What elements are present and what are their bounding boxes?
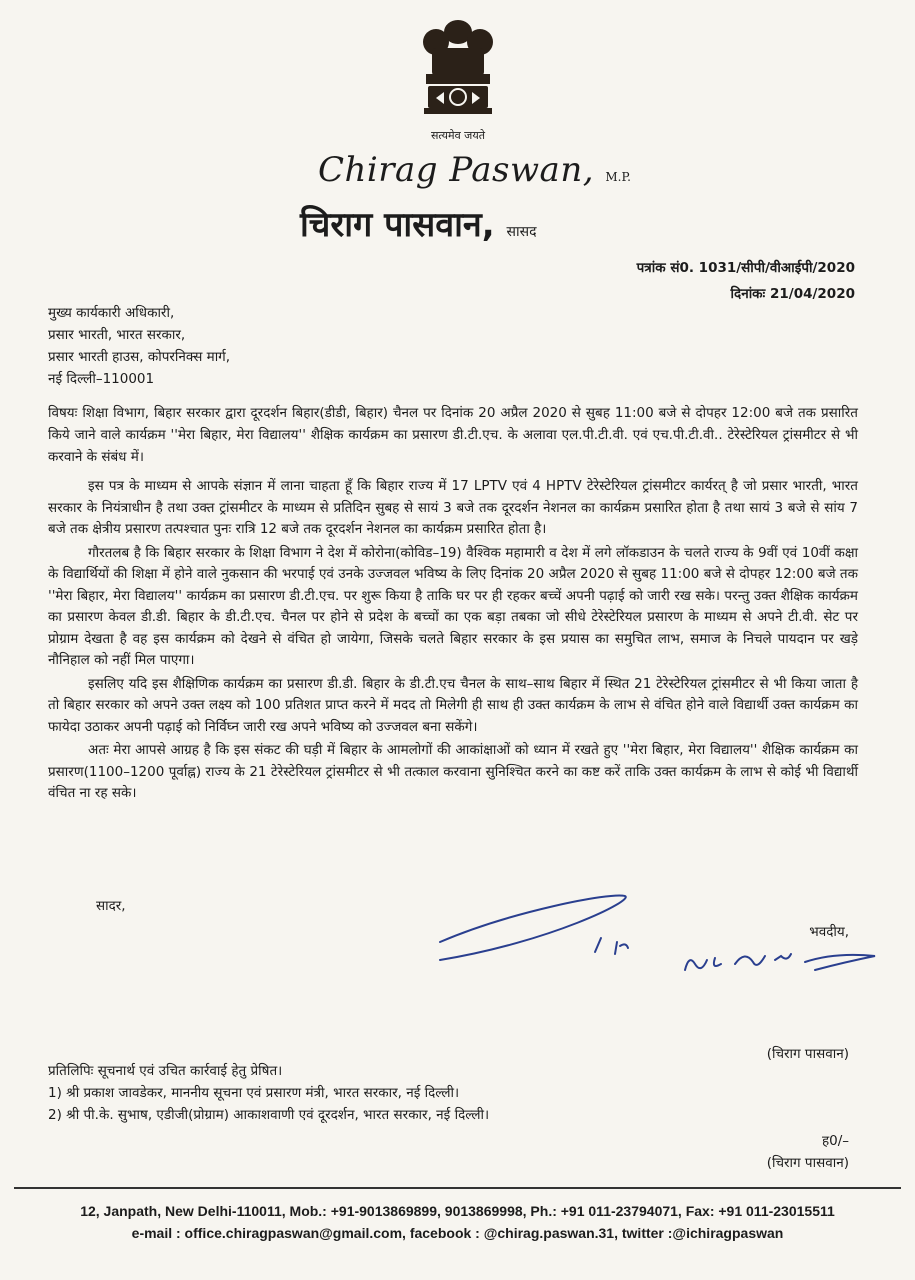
footer-contact — [0, 1200, 915, 1244]
signature-image — [430, 882, 890, 992]
body-paragraph: अतः मेरा आपसे आग्रह है कि इस संकट की घड़ी में बिहार के आमलोगों की आकांक्षाओं को ध्यान में रखते हुए ''मेरा बिहार, मेरा विद्यालय'' शैक्षिक कार्यक्रम का प्रसारण(1100–1200 पूर्वाह्न) राज्य के 21 टेरेस्टेरियल ट्रांसमीटर से भी तत्काल करवाना सुनिश्चित करने का कष्ट करें ताकि उक्त कार्यक्रम के लाभ से कोई भी विद्यार्थी वंचित ना रह सके। — [48, 742, 858, 801]
copy-line: प्रतिलिपिः सूचनार्थ एवं उचित कार्रवाई हेतु प्रेषित। — [48, 1063, 283, 1079]
reference-number: पत्रांक सं0. 1031/सीपी/वीआईपी/2020 — [636, 260, 855, 276]
addressee-line: प्रसार भारती हाउस, कोपरनिक्स मार्ग, — [48, 349, 231, 365]
footer-online-line: e-mail : office.chiragpaswan@gmail.com, facebook : @chirag.paswan.31, twitter :@ichiragpaswan — [131, 1225, 784, 1241]
copies-block — [48, 1060, 489, 1126]
closing-bhavdiya: भवदीय, — [809, 924, 849, 940]
signer-name: (चिराग पासवान) — [766, 1046, 849, 1062]
subject-line: विषयः शिक्षा विभाग, बिहार सरकार द्वारा दूरदर्शन बिहार(डीडी, बिहार) चैनल पर दिनांक 20 अप्रैल 2020 से सुबह 11:00 बजे से दोपहर 12:00 बजे तक प्रसारित किये जाने वाले कार्यक्रम ''मेरा बिहार, मेरा विद्यालय'' शैक्षिक कार्यक्रम का प्रसारण डी.टी.एच. के अलावा एल.पी.टी.वी. एवं एच.पी.टी.वी.. टेरेस्टेरियल ट्रांसमीटर से भी करवाने के संबंध में। — [48, 405, 858, 465]
name-english-suffix: M.P. — [605, 170, 631, 184]
national-emblem-icon — [410, 12, 506, 124]
addressee-block — [48, 302, 230, 390]
body-paragraph: इसलिए यदि इस शैक्षिणिक कार्यक्रम का प्रसारण डी.डी. बिहार के डी.टी.एच चैनल के साथ–साथ बिहार में स्थित 21 टेरेस्टेरियल ट्रांसमीटर से भी किया जाता है तो बिहार सरकार को अपने उक्त लक्ष्य को 100 प्रतिशत प्राप्त करने में मदद तो मिलेगी ही साथ ही उक्त कार्यक्रम के लाभ से वंचित होने वाले विद्यार्थी उक्त कार्यक्रम का फायेदा उठाकर अपनी पढ़ाई को निर्विघ्न जारी रख अपने भविष्य को उज्जवल बना सकेंगे। — [48, 675, 858, 735]
name-english: Chirag Paswan, — [318, 150, 595, 190]
ho-mark: ह0/– — [821, 1133, 849, 1149]
letter-date: दिनांकः 21/04/2020 — [730, 286, 855, 302]
body-paragraph: गौरतलब है कि बिहार सरकार के शिक्षा विभाग ने देश में कोरोना(कोविड–19) वैश्विक महामारी व देश में लगे लॉकडाउन के चलते राज्य के 9वीं एवं 10वीं कक्षा के विद्यार्थियों की शिक्षा में होने वाले नुकसान की भरपाई एवं उनके उज्जवल भविष्य के लिए दिनांक 20 अप्रैल 2020 से सुबह 11:00 बजे से दोपहर 12:00 बजे तक ''मेरा बिहार, मेरा विद्यालय'' कार्यक्रम का प्रसारण डी.टी.एच. पर शुरू किया है ताकि घर पर ही रहकर बच्चें अपनी पढ़ाई को जारी रख सके। परन्तु उक्त शैक्षिक कार्यक्रम का प्रसारण केवल डी.डी. बिहार के डी.टी.एच. चैनल पर होने से प्रदेश के बच्चों का एक बड़ा तबका जो सीधे टेरेस्टेरियल प्रसारण के माध्यम से अपने टी.वी. सेट पर प्रोग्राम देखता है वह इस कार्यक्रम को देखने से वंचित हो जायेगा, जिसके चलते बिहार सरकार के इस प्रयास का समुचित लाभ, समाज के निचले पायदान पर खड़े नौनिहाल को नहीं मिल पाएगा। — [48, 544, 858, 668]
ho-block — [767, 1130, 849, 1174]
letter-body — [48, 476, 858, 807]
addressee-line: मुख्य कार्यकारी अधिकारी, — [48, 305, 175, 321]
letterhead-name-english — [318, 150, 631, 190]
name-hindi: चिराग पासवान, — [300, 205, 495, 245]
addressee-line: प्रसार भारती, भारत सरकार, — [48, 327, 186, 343]
addressee-line: नई दिल्ली–110001 — [48, 371, 155, 387]
footer-address-line: 12, Janpath, New Delhi-110011, Mob.: +91-9013869899, 9013869998, Ph.: +91 011-23794071, Fax: +91 011-23015511 — [80, 1203, 835, 1219]
salutation-sadar: सादर, — [96, 898, 126, 914]
copy-line: 2) श्री पी.के. सुभाष, एडीजी(प्रोग्राम) आकाशवाणी एवं दूरदर्शन, भारत सरकार, नई दिल्ली। — [48, 1107, 490, 1123]
footer-divider — [14, 1187, 901, 1189]
emblem-motto: सत्यमेव जयते — [430, 129, 485, 142]
reference-block — [637, 255, 855, 307]
letterhead-name-hindi — [300, 200, 537, 246]
ho-signer: (चिराग पासवान) — [766, 1155, 849, 1171]
body-paragraph: इस पत्र के माध्यम से आपके संज्ञान में लाना चाहता हूँ कि बिहार राज्य में 17 LPTV एवं 4 HPTV टेरेस्टेरियल ट्रांसमीटर कार्यरत् है जो प्रसार भारती, भारत सरकार के नियंत्राधीन है तथा उक्त ट्रांसमीटर के माध्यम से प्रतिदिन सुबह से सायं 3 बजे तक दूरदर्शन नेशनल का कार्यक्रम प्रसारित होता है तथा सायं 3 बजे से सांय 7 बजे तक क्षेत्रीय प्रसारण तत्पश्चात पुनः रात्रि 12 बजे तक दूरदर्शन नेशनल का कार्यक्रम प्रसारित होता है। — [48, 478, 858, 537]
name-hindi-suffix: सासद — [506, 224, 537, 240]
copy-line: 1) श्री प्रकाश जावडेकर, माननीय सूचना एवं प्रसारण मंत्री, भारत सरकार, नई दिल्ली। — [48, 1085, 460, 1101]
